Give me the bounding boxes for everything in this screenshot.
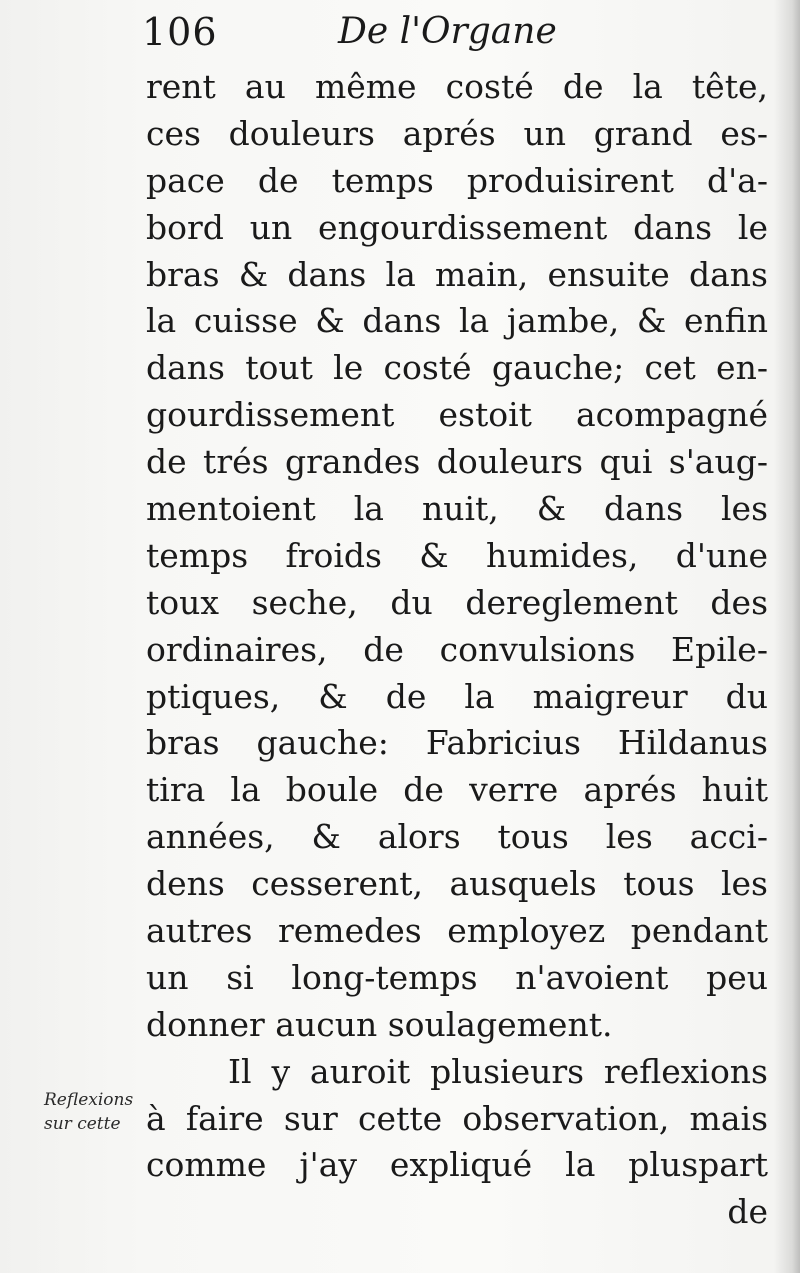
text-line: temps froids & humides, d'une: [146, 535, 768, 575]
text-line: comme j'ay expliqué la pluspart: [146, 1145, 768, 1185]
margin-note-line: sur cette: [44, 1114, 121, 1134]
text-line: rent au même costé de la tête,: [146, 67, 768, 106]
text-line: bord un engourdissement dans le: [146, 207, 768, 247]
text-line: toux seche, du dereglement des: [146, 582, 768, 622]
body-text: [146, 64, 768, 1236]
text-line: dens cesserent, ausquels tous les: [146, 864, 768, 904]
text-line: donner aucun soulagement.: [146, 1004, 613, 1044]
text-line: mentoient la nuit, & dans les: [146, 489, 768, 529]
text-line: à faire sur cette observation, mais: [146, 1098, 768, 1138]
margin-note-line: Reflexions: [44, 1090, 134, 1110]
margin-note: [44, 1088, 133, 1136]
text-line: bras & dans la main, ensuite dans: [146, 254, 768, 294]
text-line: dans tout le costé gauche; cet en-: [146, 348, 768, 388]
text-line: de trés grandes douleurs qui s'aug-: [146, 442, 768, 482]
running-head: De l'Organe: [338, 11, 557, 52]
text-line: pace de temps produisirent d'a-: [146, 160, 768, 200]
text-line: gourdissement estoit acompagné: [146, 395, 768, 435]
catchword: de: [727, 1192, 768, 1232]
text-line: bras gauche: Fabricius Hildanus: [146, 723, 768, 763]
text-line: Il y auroit plusieurs reflexions: [228, 1051, 768, 1091]
text-line: autres remedes employez pendant: [146, 911, 768, 951]
text-line: un si long-temps n'avoient peu: [146, 957, 768, 997]
text-line: ptiques, & de la maigreur du: [146, 676, 768, 716]
text-line: ordinaires, de convulsions Epile-: [146, 629, 768, 669]
text-line: ces douleurs aprés un grand es-: [146, 113, 768, 153]
text-line: la cuisse & dans la jambe, & enfin: [146, 301, 768, 341]
page-number: 106: [142, 10, 218, 54]
text-line: années, & alors tous les acci-: [146, 817, 768, 857]
text-line: tira la boule de verre aprés huit: [146, 770, 768, 810]
